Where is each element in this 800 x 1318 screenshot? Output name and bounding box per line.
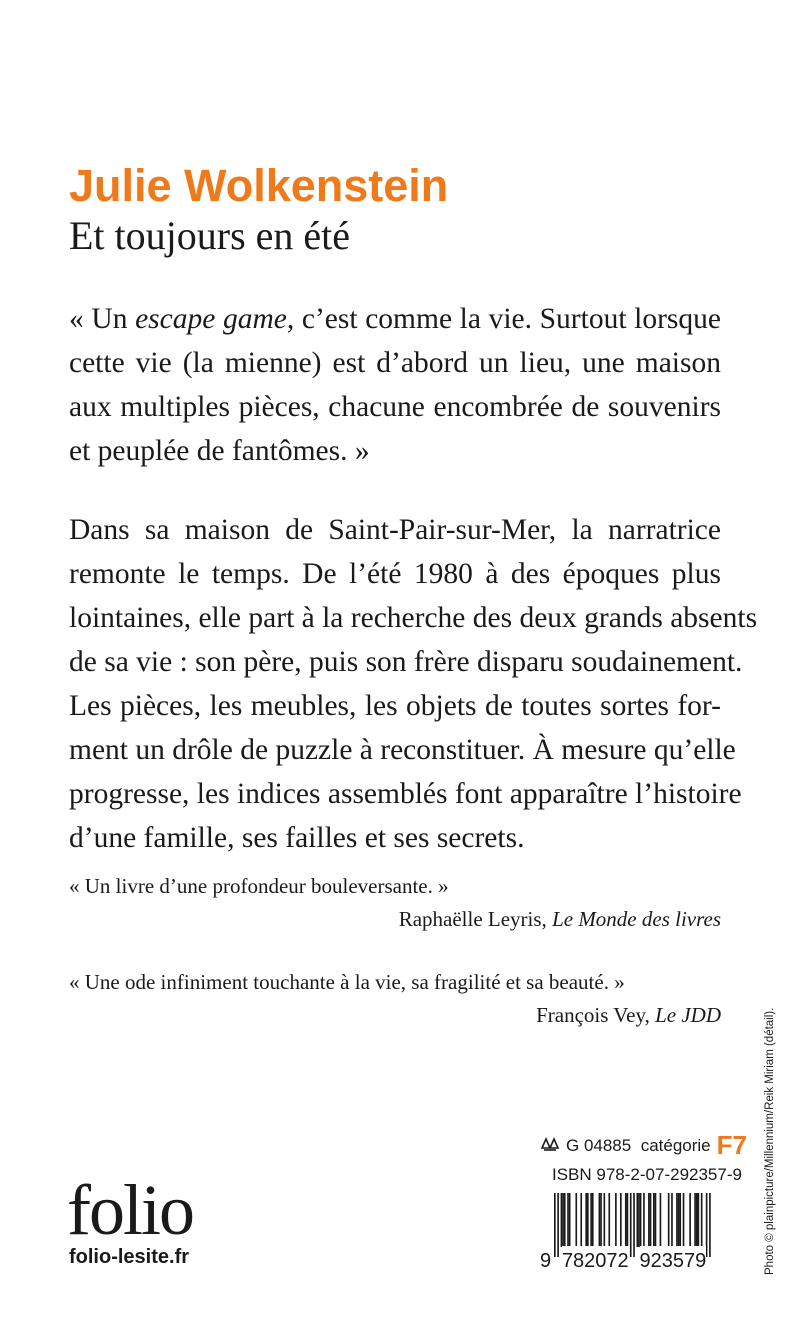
barcode-bar: [660, 1193, 662, 1247]
review-author: Raphaëlle Leyris,: [398, 907, 553, 931]
barcode-bar: [668, 1193, 670, 1247]
barcode-bar: [561, 1193, 563, 1247]
barcode-bar: [569, 1193, 571, 1247]
author-name: Julie Wolkenstein: [69, 160, 449, 211]
publisher-website: folio-lesite.fr: [69, 1246, 190, 1268]
category-label: catégorie: [640, 1136, 711, 1155]
barcode-bar: [562, 1193, 564, 1247]
intro-quote: [69, 297, 721, 473]
review-attribution: [69, 903, 721, 936]
barcode-bar: [701, 1193, 703, 1247]
barcode-bar: [587, 1193, 589, 1247]
intro-quote-line: et peuplée de fantômes. »: [69, 435, 370, 467]
folio-logo: folio: [67, 1170, 193, 1250]
summary-line: ment un drôle de puzzle à reconstituer. À mesure qu’elle: [69, 734, 736, 766]
review-attribution: [69, 999, 721, 1032]
barcode-bar: [689, 1193, 691, 1247]
barcode-number: [540, 1246, 722, 1276]
barcode-bar: [592, 1193, 594, 1247]
barcode-bar: [653, 1193, 655, 1247]
barcode-bar: [678, 1193, 680, 1247]
summary-line: remonte le temps. De l’été 1980 à des époques plus: [69, 558, 721, 590]
barcode-bar: [683, 1193, 685, 1247]
barcode-bar: [696, 1193, 698, 1247]
barcode-bar: [585, 1193, 587, 1247]
barcode-bar: [655, 1193, 657, 1247]
barcode-bar: [564, 1193, 566, 1247]
summary-line: d’une famille, ses failles et ses secrets.: [69, 822, 525, 854]
isbn: ISBN 978-2-07-292357-9: [552, 1165, 742, 1184]
summary-line: Les pièces, les meubles, les objets de toutes sortes for-: [69, 690, 721, 722]
review-quote: [69, 966, 721, 1032]
barcode-bar: [648, 1193, 650, 1247]
gallimard-logo-icon: [540, 1135, 560, 1159]
barcode-bar: [615, 1193, 617, 1247]
barcode-bar: [694, 1193, 696, 1247]
category-value: F7: [716, 1130, 747, 1160]
summary-line: progresse, les indices assemblés font apparaître l’histoire: [69, 778, 742, 810]
intro-quote-line: aux multiples pièces, chacune encombrée de souvenirs: [69, 391, 721, 423]
barcode-bar: [604, 1193, 606, 1247]
barcode-bar: [625, 1193, 627, 1247]
review-text: « Une ode infiniment touchante à la vie, sa fragilité et sa beauté. »: [69, 970, 625, 994]
review-source: Le JDD: [655, 1003, 721, 1027]
barcode-bar: [627, 1193, 629, 1247]
barcode-bar: [650, 1193, 652, 1247]
book-title: Et toujours en été: [69, 213, 351, 258]
barcode-bar: [590, 1193, 592, 1247]
barcode-bar: [679, 1193, 681, 1247]
review-text: « Un livre d’une profondeur bouleversante. »: [69, 874, 449, 898]
barcode-bar: [620, 1193, 622, 1247]
photo-credit: Photo © plainpicture/Millennium/Reik Miriam (détail).: [764, 1007, 776, 1275]
intro-quote-line: cette vie (la mienne) est d’abord un lieu, une maison: [69, 347, 721, 379]
summary-line: Dans sa maison de Saint-Pair-sur-Mer, la narratrice: [69, 514, 721, 546]
barcode-bar: [698, 1193, 700, 1247]
barcode-digit-group: 9: [540, 1246, 551, 1276]
barcode-bar: [600, 1193, 602, 1247]
product-code-line: [540, 1130, 747, 1160]
barcode-bar: [671, 1193, 673, 1247]
barcode-bar: [676, 1193, 678, 1247]
barcode-bar: [567, 1193, 569, 1247]
review-author: François Vey,: [536, 1003, 656, 1027]
barcode-bar: [580, 1193, 582, 1247]
barcode-bar: [640, 1193, 642, 1247]
product-code: G 04885: [566, 1136, 632, 1155]
review-quote: [69, 870, 721, 936]
barcode-bar: [637, 1193, 639, 1247]
summary-paragraph: [69, 508, 758, 860]
summary-line: lointaines, elle part à la recherche des deux grands absents: [69, 602, 758, 634]
barcode-bar: [643, 1193, 645, 1247]
barcode-digit-group: 923579: [640, 1246, 707, 1276]
barcode-digit-group: 782072: [562, 1246, 629, 1276]
summary-line: de sa vie : son père, puis son frère disparu soudainement.: [69, 646, 743, 678]
barcode-bar: [575, 1193, 577, 1247]
barcode-bar: [599, 1193, 601, 1247]
review-source: Le Monde des livres: [552, 907, 721, 931]
barcode-bar: [638, 1193, 640, 1247]
intro-quote-line: « Un escape game, c’est comme la vie. Surtout lorsque: [69, 303, 721, 335]
barcode-bar: [608, 1193, 610, 1247]
